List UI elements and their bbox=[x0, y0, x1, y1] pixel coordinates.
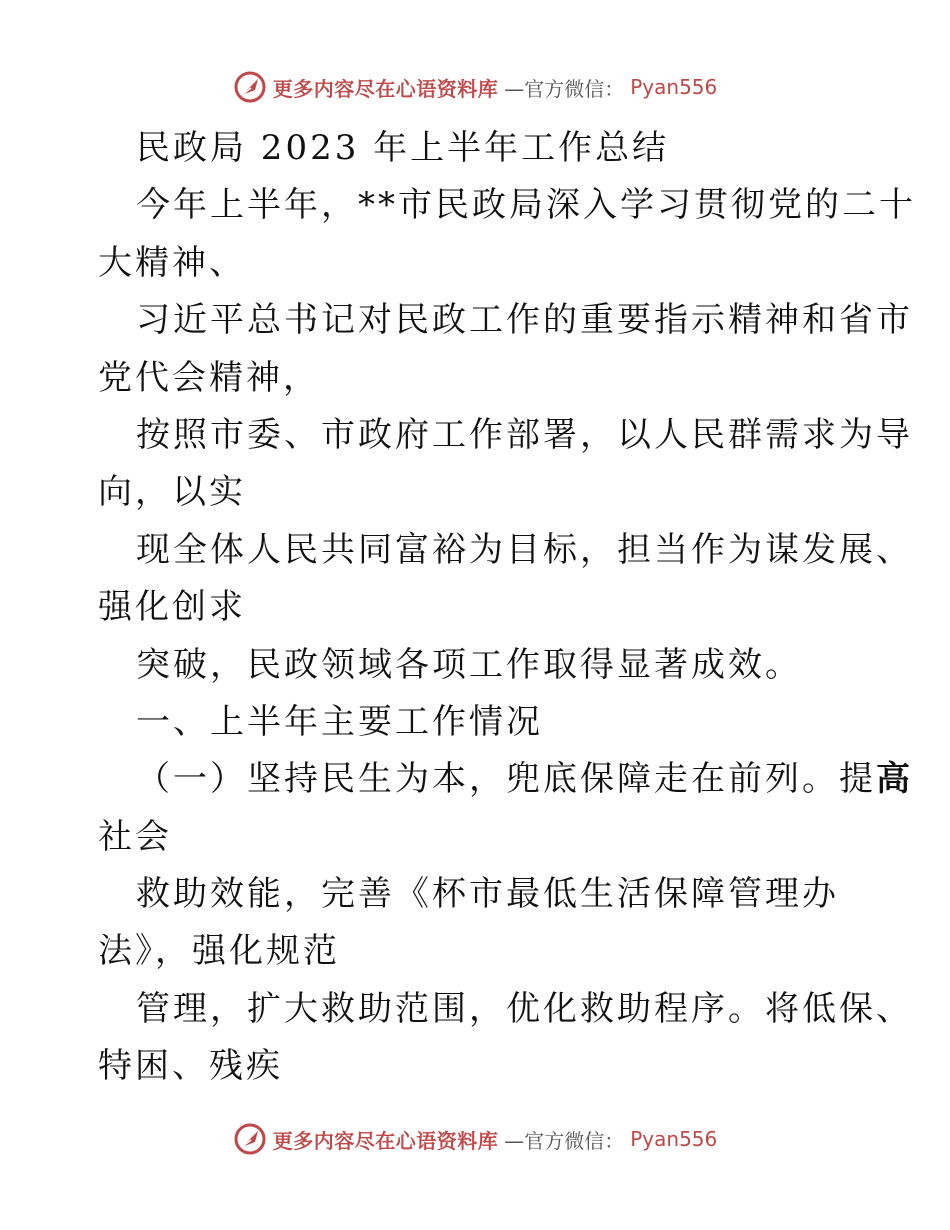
paragraph-line: 按照市委、市政府工作部署，以人民群需求为导 bbox=[136, 414, 913, 455]
paragraph-line: 今年上半年，**市民政局深入学习贯彻党的二十 bbox=[136, 185, 916, 226]
subsection-heading-text: （一）坚持民生为本，兜底保障走在前列。提 bbox=[136, 759, 876, 800]
paragraph-line: 管理，扩大救助范围，优化救助程序。将低保、 bbox=[136, 988, 913, 1029]
paragraph-line: 突破，民政领域各项工作取得显著成效。 bbox=[136, 644, 802, 685]
paragraph-line: 现全体人民共同富裕为目标，担当作为谋发展、 bbox=[136, 529, 913, 570]
paragraph-line: 社会 bbox=[98, 816, 172, 857]
document-title: 民政局 2023 年上半年工作总结 bbox=[136, 128, 670, 168]
watermark-brand-text: 更多内容尽在心语资料库 bbox=[272, 76, 499, 101]
watermark-header bbox=[0, 70, 950, 104]
paragraph-line: 特困、残疾 bbox=[98, 1046, 283, 1087]
paragraph-line: 强化创求 bbox=[98, 587, 246, 628]
watermark-footer bbox=[0, 1122, 950, 1156]
watermark-brand-text: 更多内容尽在心语资料库 bbox=[272, 1128, 499, 1153]
quill-logo-icon bbox=[233, 70, 267, 104]
paragraph-line: 习近平总书记对民政工作的重要指示精神和省市 bbox=[136, 300, 913, 341]
watermark-wechat-id: Pyan556 bbox=[630, 75, 718, 99]
paragraph-line: 向，以实 bbox=[98, 472, 246, 513]
watermark-separator: —官方微信： bbox=[504, 1128, 625, 1153]
watermark-separator: —官方微信： bbox=[504, 76, 625, 101]
watermark-wechat-id: Pyan556 bbox=[630, 1127, 718, 1151]
quill-logo-icon bbox=[233, 1122, 267, 1156]
section-heading: 一、上半年主要工作情况 bbox=[136, 701, 543, 742]
bold-character: 高 bbox=[876, 759, 913, 800]
paragraph-line: 大精神、 bbox=[98, 242, 246, 283]
paragraph-line: 救助效能，完善《杯市最低生活保障管理办 bbox=[136, 874, 839, 915]
paragraph-line: 党代会精神， bbox=[98, 357, 320, 398]
subsection-heading-line bbox=[98, 751, 913, 808]
paragraph-line: 法》，强化规范 bbox=[98, 931, 340, 972]
document-body bbox=[98, 120, 916, 1096]
